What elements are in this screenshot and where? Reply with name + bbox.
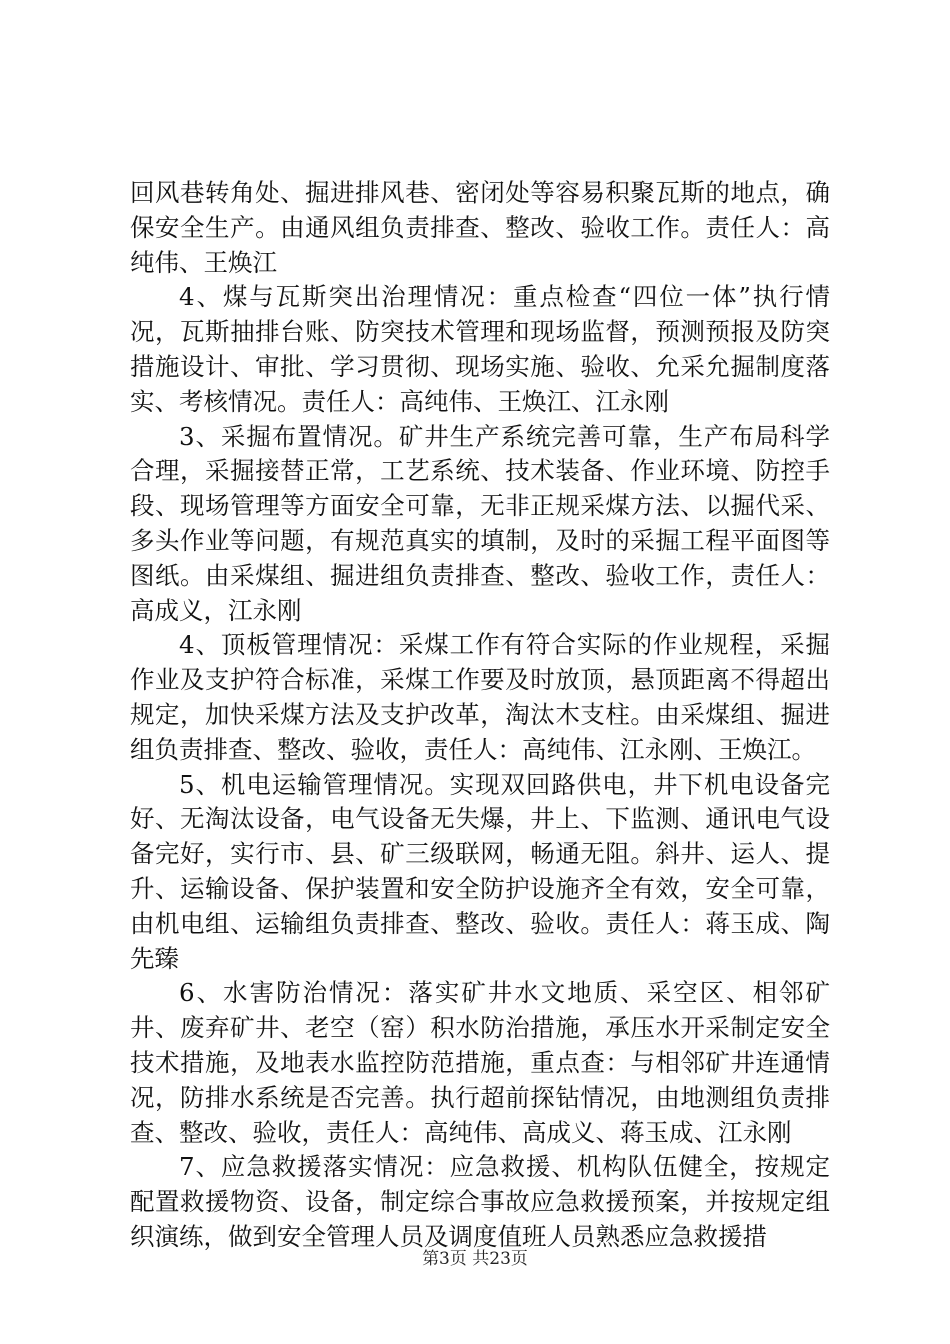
paragraph-water-hazard: 6、水害防治情况：落实矿井水文地质、采空区、相邻矿井、废弃矿井、老空（窑）积水防治措施，承压水开采制定安全技术措施，及地表水监控防范措施，重点查：与相邻矿井连通情况，防排水系统是否完善。执行超前探钻情况，由地测组负责排查、整改、验收，责任人：高纯伟、高成义、蒋玉成、江永刚 <box>130 978 830 1147</box>
document-body <box>130 176 830 1255</box>
paragraph-electromechanical: 5、机电运输管理情况。实现双回路供电，井下机电设备完好、无淘汰设备，电气设备无失爆，井上、下监测、通讯电气设备完好，实行市、县、矿三级联网，畅通无阻。斜井、运人、提升、运输设备、保护装置和安全防护设施齐全有效，安全可靠，由机电组、运输组负责排查、整改、验收。责任人：蒋玉成、陶先臻 <box>130 769 830 973</box>
paragraph-gas-outburst: 4、煤与瓦斯突出治理情况：重点检查“四位一体”执行情况，瓦斯抽排台账、防突技术管理和现场监督，预测预报及防突措施设计、审批、学习贯彻、现场实施、验收、允采允掘制度落实、考核情况。责任人：高纯伟、王焕江、江永刚 <box>130 282 830 416</box>
page-footer: 第3页 共23页 <box>422 1249 528 1269</box>
paragraph-roof-management: 4、顶板管理情况：采煤工作有符合实际的作业规程，采掘作业及支护符合标准，采煤工作要及时放顶，悬顶距离不得超出规定，加快采煤方法及支护改革，淘汰木支柱。由采煤组、掘进组负责排查、整改、验收，责任人：高纯伟、江永刚、王焕江。 <box>130 630 830 764</box>
paragraph-ventilation-continued: 回风巷转角处、掘进排风巷、密闭处等容易积聚瓦斯的地点，确保安全生产。由通风组负责排查、整改、验收工作。责任人：高纯伟、王焕江 <box>130 178 830 277</box>
paragraph-emergency-rescue: 7、应急救援落实情况：应急救援、机构队伍健全，按规定配置救援物资、设备，制定综合事故应急救援预案，并按规定组织演练，做到安全管理人员及调度值班人员熟悉应急救援措 <box>130 1152 830 1251</box>
paragraph-mining-layout: 3、采掘布置情况。矿井生产系统完善可靠，生产布局科学合理，采掘接替正常，工艺系统、技术装备、作业环境、防控手段、现场管理等方面安全可靠，无非正规采煤方法、以掘代采、多头作业等问题，有规范真实的填制，及时的采掘工程平面图等图纸。由采煤组、掘进组负责排查、整改、验收工作，责任人：高成义，江永刚 <box>130 421 830 625</box>
